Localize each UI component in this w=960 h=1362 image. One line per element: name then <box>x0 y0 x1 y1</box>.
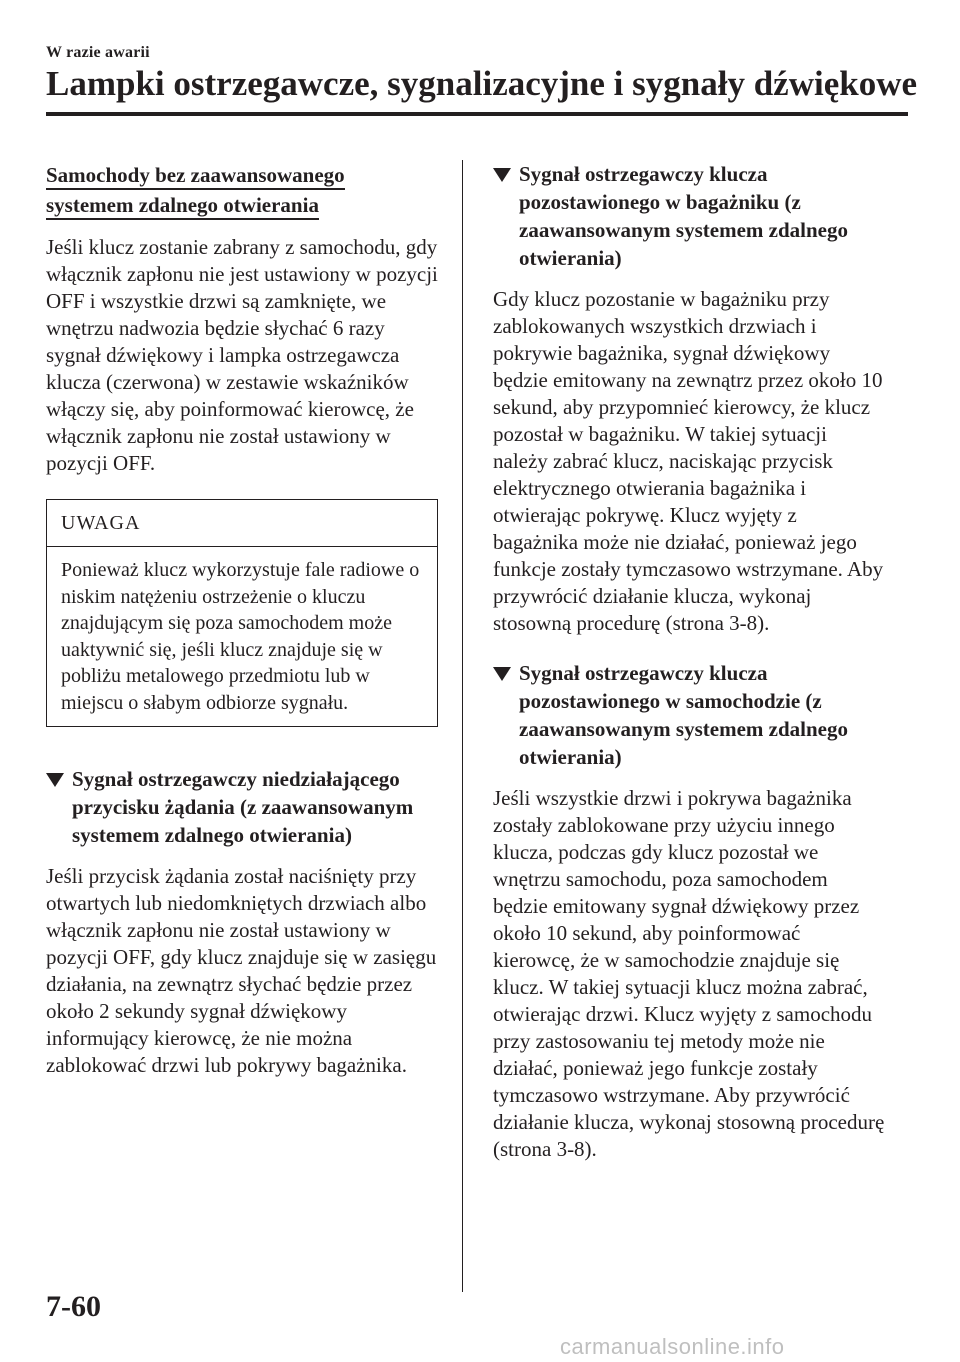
section-heading-line2: systemem zdalnego otwierania <box>46 193 319 220</box>
request-button-paragraph: Jeśli przycisk żądania został naciśnięty przy otwartych lub niedomkniętych drzwiach albo włącznik zapłonu nie został ustawiony w pozycji OFF, gdy klucz znajduje się w zasięgu działania, na zewnątrz słychać będzie przez około 2 sekundy sygnał dźwiękowy informujący kierowcę, że nie można zablokować drzwi lub pokrywy bagażnika. <box>46 864 437 1077</box>
triangle-bullet-icon <box>46 773 64 787</box>
note-title: UWAGA <box>47 500 437 547</box>
note-box <box>46 499 438 727</box>
section-label: W razie awarii <box>46 44 150 61</box>
intro-paragraph: Jeśli klucz zostanie zabrany z samochodu, gdy włącznik zapłonu nie jest ustawiony w pozycji OFF i wszystkie drzwi są zamknięte, we wnętrzu nadwozia będzie słychać 6 razy sygnał dźwiękowy i lampka ostrzegawcza klucza (czerwona) w zestawie wskaźników włączy się, aby poinformować kierowcę, że włącznik zapłonu nie został ustawiony w pozycji OFF. <box>46 235 438 475</box>
watermark: carmanualsonline.info <box>560 1334 785 1359</box>
sub-heading-request-button <box>46 765 438 849</box>
page-number: 7-60 <box>46 1290 101 1323</box>
triangle-bullet-icon <box>493 168 511 182</box>
sub-heading-key-in-trunk <box>493 160 885 272</box>
right-column <box>493 160 885 1185</box>
section-heading <box>46 160 438 220</box>
left-column <box>46 160 438 1101</box>
key-in-car-paragraph: Jeśli wszystkie drzwi i pokrywa bagażnika zostały zablokowane przy użyciu innego klucza, podczas gdy klucz pozostał we wnętrzu samochodu, poza samochodem będzie emitowany sygnał dźwiękowy przez około 10 sekund, aby poinformować kierowcę, że w samochodzie znajduje się klucz. W takiej sytuacji klucz można zabrać, otwierając drzwi. Klucz wyjęty z samochodu przy zastosowaniu tej metody może nie działać, ponieważ jego funkcje zostały tymczasowo wstrzymane. Aby przywrócić działanie klucza, wykonaj stosowną procedurę (strona 3-8). <box>493 786 885 1161</box>
section-heading-line1: Samochody bez zaawansowanego <box>46 163 345 190</box>
key-in-trunk-paragraph: Gdy klucz pozostanie w bagażniku przy zablokowanych wszystkich drzwiach i pokrywie bagażnika, sygnał dźwiękowy będzie emitowany na zewnątrz przez około 10 sekund, aby przypomnieć kierowcy, że klucz pozostał w bagażniku. W takiej sytuacji należy zabrać klucz, naciskając przycisk elektrycznego otwierania bagażnika i otwierając pokrywę. Klucz wyjęty z bagażnika może nie działać, ponieważ jego funkcje zostały tymczasowo wstrzymane. Aby przywrócić działanie klucza, wykonaj stosowną procedurę (strona 3-8). <box>493 287 884 635</box>
sub-heading-text: Sygnał ostrzegawczy niedziałającego przycisku żądania (z zaawansowanym systemem zdalnego otwierania) <box>72 767 414 847</box>
note-text: Ponieważ klucz wykorzystuje fale radiowe o niskim natężeniu ostrzeżenie o kluczu znajdującym się poza samochodem może uaktywnić się, jeśli klucz znajduje się w pobliżu metalowego przedmiotu lub w miejscu o słabym odbiorze sygnału. <box>61 559 420 714</box>
sub-heading-text: Sygnał ostrzegawczy klucza pozostawionego w bagażniku (z zaawansowanym systemem zdalnego otwierania) <box>519 162 848 270</box>
sub-heading-key-in-car <box>493 659 885 771</box>
triangle-bullet-icon <box>493 667 511 681</box>
header-rule <box>46 112 908 116</box>
column-divider <box>462 160 463 1292</box>
sub-heading-text: Sygnał ostrzegawczy klucza pozostawionego w samochodzie (z zaawansowanym systemem zdalnego otwierania) <box>519 661 848 769</box>
page-title: Lampki ostrzegawcze, sygnalizacyjne i sygnały dźwiękowe <box>46 64 918 103</box>
